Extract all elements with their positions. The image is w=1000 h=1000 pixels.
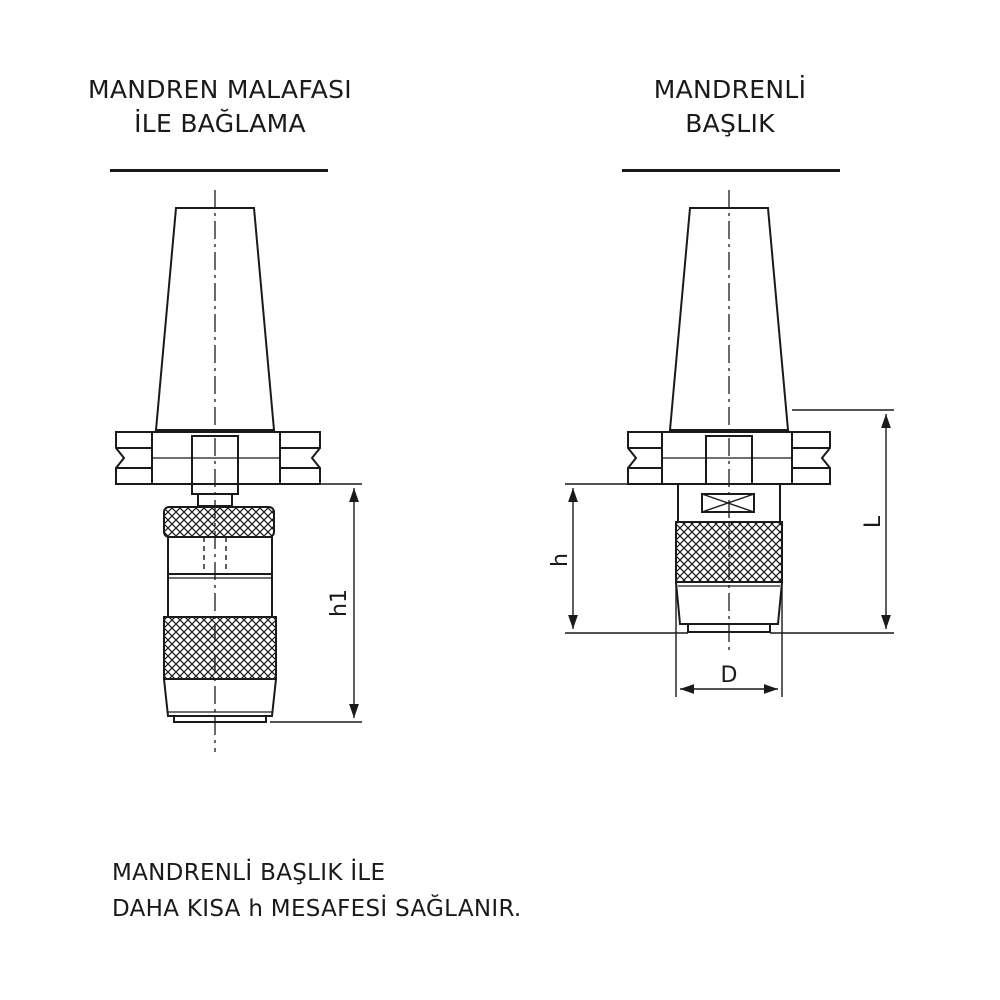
- footnote-line1: MANDRENLİ BAŞLIK İLE: [112, 860, 386, 886]
- left-chuck-body: [168, 537, 272, 617]
- right-title-line2: BAŞLIK: [685, 109, 775, 138]
- left-chuck-sleeve: [164, 617, 276, 679]
- label-L: L: [861, 515, 886, 529]
- footnote: [112, 855, 522, 927]
- right-title-line1: MANDRENLİ: [653, 75, 807, 104]
- label-h: h: [548, 553, 573, 567]
- left-title-line1: MANDREN MALAFASI: [88, 75, 352, 104]
- left-title-line2: İLE BAĞLAMA: [134, 109, 306, 138]
- footnote-line2: DAHA KISA h MESAFESİ SAĞLANIR.: [112, 896, 522, 922]
- right-dimension-h: [565, 484, 688, 633]
- left-chuck-nose: [164, 679, 276, 716]
- label-h1: h1: [327, 589, 352, 617]
- label-D: D: [720, 663, 738, 688]
- left-chuck-top-ring: [164, 507, 274, 537]
- left-assembly: [116, 208, 320, 722]
